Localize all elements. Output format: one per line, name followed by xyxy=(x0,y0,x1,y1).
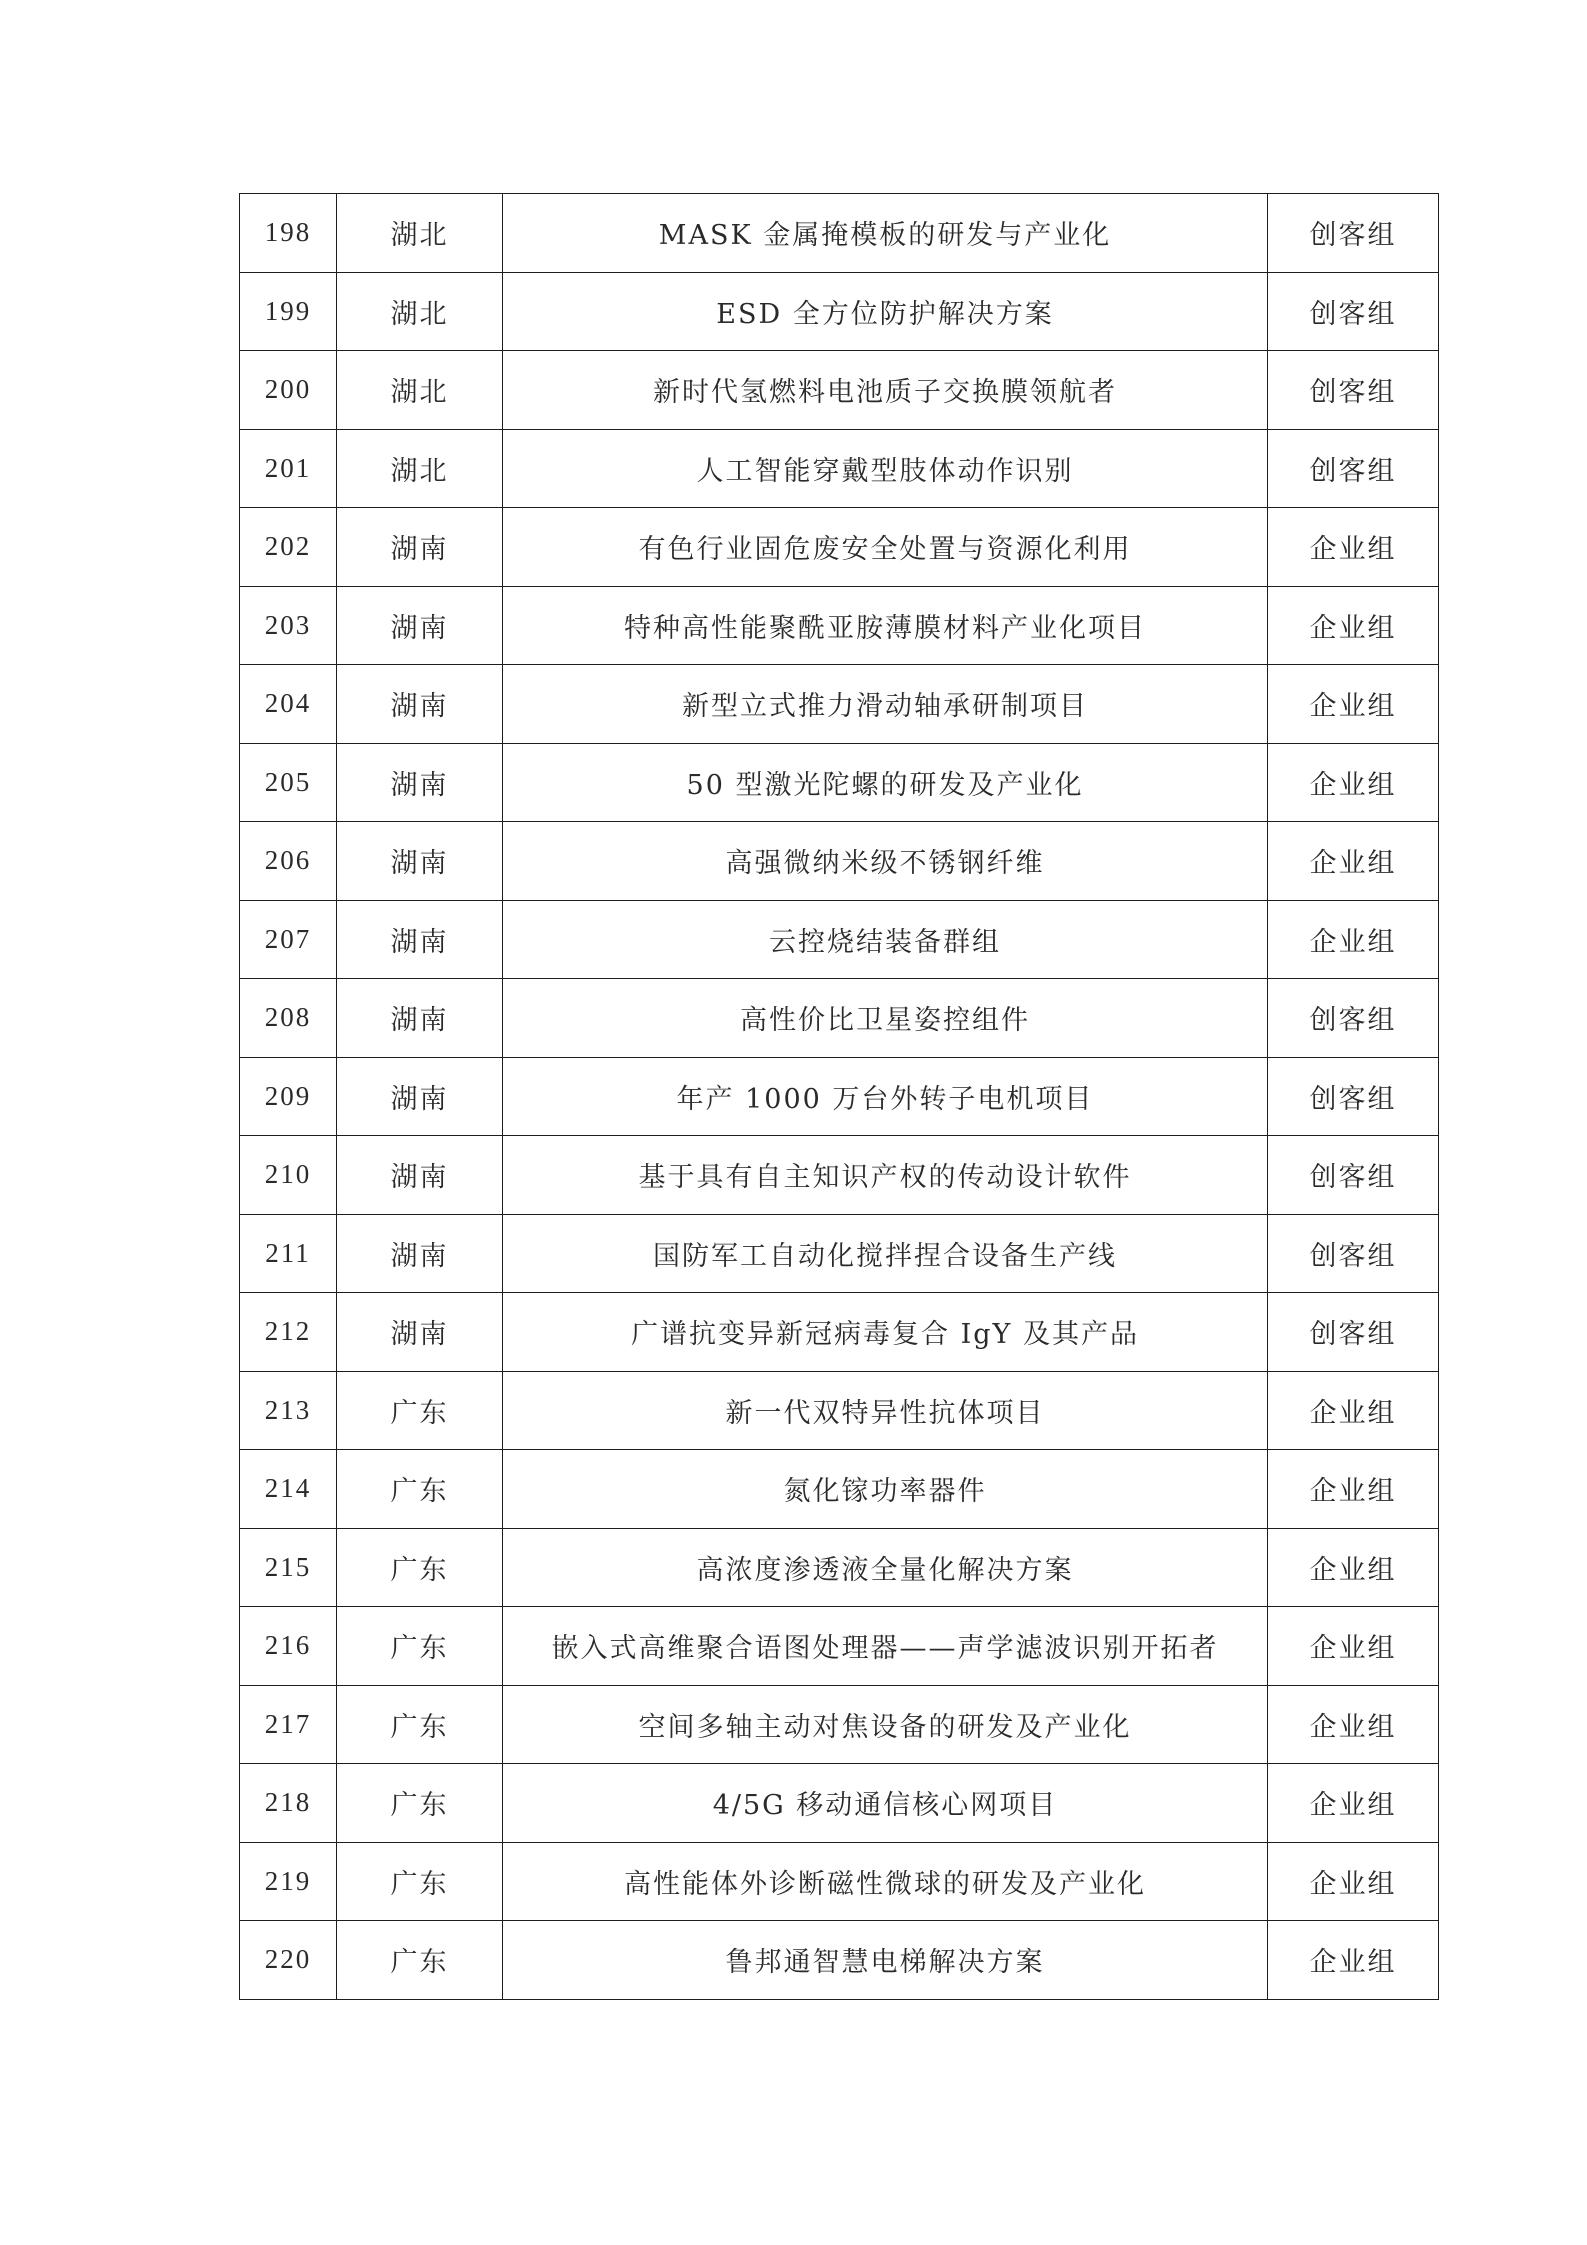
group-cell: 企业组 xyxy=(1268,665,1439,744)
row-number: 207 xyxy=(240,900,337,979)
province-cell: 湖北 xyxy=(337,272,503,351)
row-number: 212 xyxy=(240,1293,337,1372)
table-row xyxy=(240,586,1439,665)
group-cell: 企业组 xyxy=(1268,1528,1439,1607)
project-name-cell: 云控烧结装备群组 xyxy=(503,900,1268,979)
row-number: 201 xyxy=(240,429,337,508)
province-cell: 湖南 xyxy=(337,900,503,979)
project-name-cell: 基于具有自主知识产权的传动设计软件 xyxy=(503,1136,1268,1215)
project-name-cell: 新一代双特异性抗体项目 xyxy=(503,1371,1268,1450)
province-cell: 广东 xyxy=(337,1842,503,1921)
row-number: 220 xyxy=(240,1921,337,2000)
group-cell: 创客组 xyxy=(1268,1057,1439,1136)
province-cell: 湖南 xyxy=(337,665,503,744)
group-cell: 创客组 xyxy=(1268,1136,1439,1215)
project-name-cell: 氮化镓功率器件 xyxy=(503,1450,1268,1529)
group-cell: 创客组 xyxy=(1268,1293,1439,1372)
group-cell: 创客组 xyxy=(1268,272,1439,351)
province-cell: 湖南 xyxy=(337,822,503,901)
group-cell: 企业组 xyxy=(1268,1607,1439,1686)
row-number: 199 xyxy=(240,272,337,351)
table-row xyxy=(240,900,1439,979)
row-number: 203 xyxy=(240,586,337,665)
project-name-cell: ESD 全方位防护解决方案 xyxy=(503,272,1268,351)
table-row xyxy=(240,429,1439,508)
table-row xyxy=(240,1921,1439,2000)
group-cell: 创客组 xyxy=(1268,351,1439,430)
table-row xyxy=(240,1528,1439,1607)
project-list-table xyxy=(239,193,1439,2000)
row-number: 211 xyxy=(240,1214,337,1293)
table-row xyxy=(240,1057,1439,1136)
table-row xyxy=(240,1136,1439,1215)
row-number: 214 xyxy=(240,1450,337,1529)
province-cell: 湖南 xyxy=(337,1214,503,1293)
table-row xyxy=(240,351,1439,430)
group-cell: 企业组 xyxy=(1268,822,1439,901)
project-name-cell: 新型立式推力滑动轴承研制项目 xyxy=(503,665,1268,744)
table-row xyxy=(240,1293,1439,1372)
project-name-cell: 50 型激光陀螺的研发及产业化 xyxy=(503,743,1268,822)
table-row xyxy=(240,1450,1439,1529)
province-cell: 广东 xyxy=(337,1450,503,1529)
table-row xyxy=(240,743,1439,822)
group-cell: 创客组 xyxy=(1268,1214,1439,1293)
table-row xyxy=(240,822,1439,901)
row-number: 215 xyxy=(240,1528,337,1607)
province-cell: 湖北 xyxy=(337,429,503,508)
province-cell: 湖南 xyxy=(337,979,503,1058)
project-name-cell: 嵌入式高维聚合语图处理器——声学滤波识别开拓者 xyxy=(503,1607,1268,1686)
row-number: 204 xyxy=(240,665,337,744)
table-row xyxy=(240,979,1439,1058)
table-row xyxy=(240,1607,1439,1686)
group-cell: 企业组 xyxy=(1268,1842,1439,1921)
row-number: 210 xyxy=(240,1136,337,1215)
table-row xyxy=(240,1764,1439,1843)
row-number: 200 xyxy=(240,351,337,430)
province-cell: 广东 xyxy=(337,1921,503,2000)
table-row xyxy=(240,194,1439,273)
group-cell: 企业组 xyxy=(1268,1450,1439,1529)
project-name-cell: 高性价比卫星姿控组件 xyxy=(503,979,1268,1058)
province-cell: 湖北 xyxy=(337,194,503,273)
province-cell: 湖南 xyxy=(337,1293,503,1372)
table-row xyxy=(240,1685,1439,1764)
group-cell: 企业组 xyxy=(1268,1371,1439,1450)
province-cell: 广东 xyxy=(337,1528,503,1607)
row-number: 209 xyxy=(240,1057,337,1136)
row-number: 219 xyxy=(240,1842,337,1921)
project-name-cell: 高性能体外诊断磁性微球的研发及产业化 xyxy=(503,1842,1268,1921)
row-number: 216 xyxy=(240,1607,337,1686)
project-name-cell: 广谱抗变异新冠病毒复合 IgY 及其产品 xyxy=(503,1293,1268,1372)
row-number: 206 xyxy=(240,822,337,901)
province-cell: 湖南 xyxy=(337,586,503,665)
row-number: 218 xyxy=(240,1764,337,1843)
table-row xyxy=(240,508,1439,587)
group-cell: 企业组 xyxy=(1268,1764,1439,1843)
project-name-cell: 空间多轴主动对焦设备的研发及产业化 xyxy=(503,1685,1268,1764)
group-cell: 创客组 xyxy=(1268,194,1439,273)
group-cell: 创客组 xyxy=(1268,429,1439,508)
group-cell: 企业组 xyxy=(1268,586,1439,665)
project-list-body xyxy=(240,194,1439,2000)
table-row xyxy=(240,1371,1439,1450)
project-name-cell: MASK 金属掩模板的研发与产业化 xyxy=(503,194,1268,273)
project-name-cell: 高强微纳米级不锈钢纤维 xyxy=(503,822,1268,901)
province-cell: 湖北 xyxy=(337,351,503,430)
row-number: 208 xyxy=(240,979,337,1058)
province-cell: 湖南 xyxy=(337,508,503,587)
group-cell: 企业组 xyxy=(1268,1921,1439,2000)
group-cell: 企业组 xyxy=(1268,900,1439,979)
group-cell: 企业组 xyxy=(1268,743,1439,822)
project-name-cell: 国防军工自动化搅拌捏合设备生产线 xyxy=(503,1214,1268,1293)
project-name-cell: 高浓度渗透液全量化解决方案 xyxy=(503,1528,1268,1607)
project-name-cell: 年产 1000 万台外转子电机项目 xyxy=(503,1057,1268,1136)
row-number: 205 xyxy=(240,743,337,822)
group-cell: 创客组 xyxy=(1268,979,1439,1058)
project-name-cell: 鲁邦通智慧电梯解决方案 xyxy=(503,1921,1268,2000)
table-row xyxy=(240,1842,1439,1921)
group-cell: 企业组 xyxy=(1268,508,1439,587)
table-row xyxy=(240,272,1439,351)
province-cell: 湖南 xyxy=(337,743,503,822)
province-cell: 湖南 xyxy=(337,1057,503,1136)
project-name-cell: 人工智能穿戴型肢体动作识别 xyxy=(503,429,1268,508)
province-cell: 广东 xyxy=(337,1371,503,1450)
table-row xyxy=(240,665,1439,744)
project-name-cell: 特种高性能聚酰亚胺薄膜材料产业化项目 xyxy=(503,586,1268,665)
row-number: 198 xyxy=(240,194,337,273)
project-name-cell: 4/5G 移动通信核心网项目 xyxy=(503,1764,1268,1843)
province-cell: 湖南 xyxy=(337,1136,503,1215)
row-number: 213 xyxy=(240,1371,337,1450)
province-cell: 广东 xyxy=(337,1685,503,1764)
row-number: 217 xyxy=(240,1685,337,1764)
group-cell: 企业组 xyxy=(1268,1685,1439,1764)
row-number: 202 xyxy=(240,508,337,587)
province-cell: 广东 xyxy=(337,1607,503,1686)
province-cell: 广东 xyxy=(337,1764,503,1843)
project-name-cell: 有色行业固危废安全处置与资源化利用 xyxy=(503,508,1268,587)
project-name-cell: 新时代氢燃料电池质子交换膜领航者 xyxy=(503,351,1268,430)
table-row xyxy=(240,1214,1439,1293)
